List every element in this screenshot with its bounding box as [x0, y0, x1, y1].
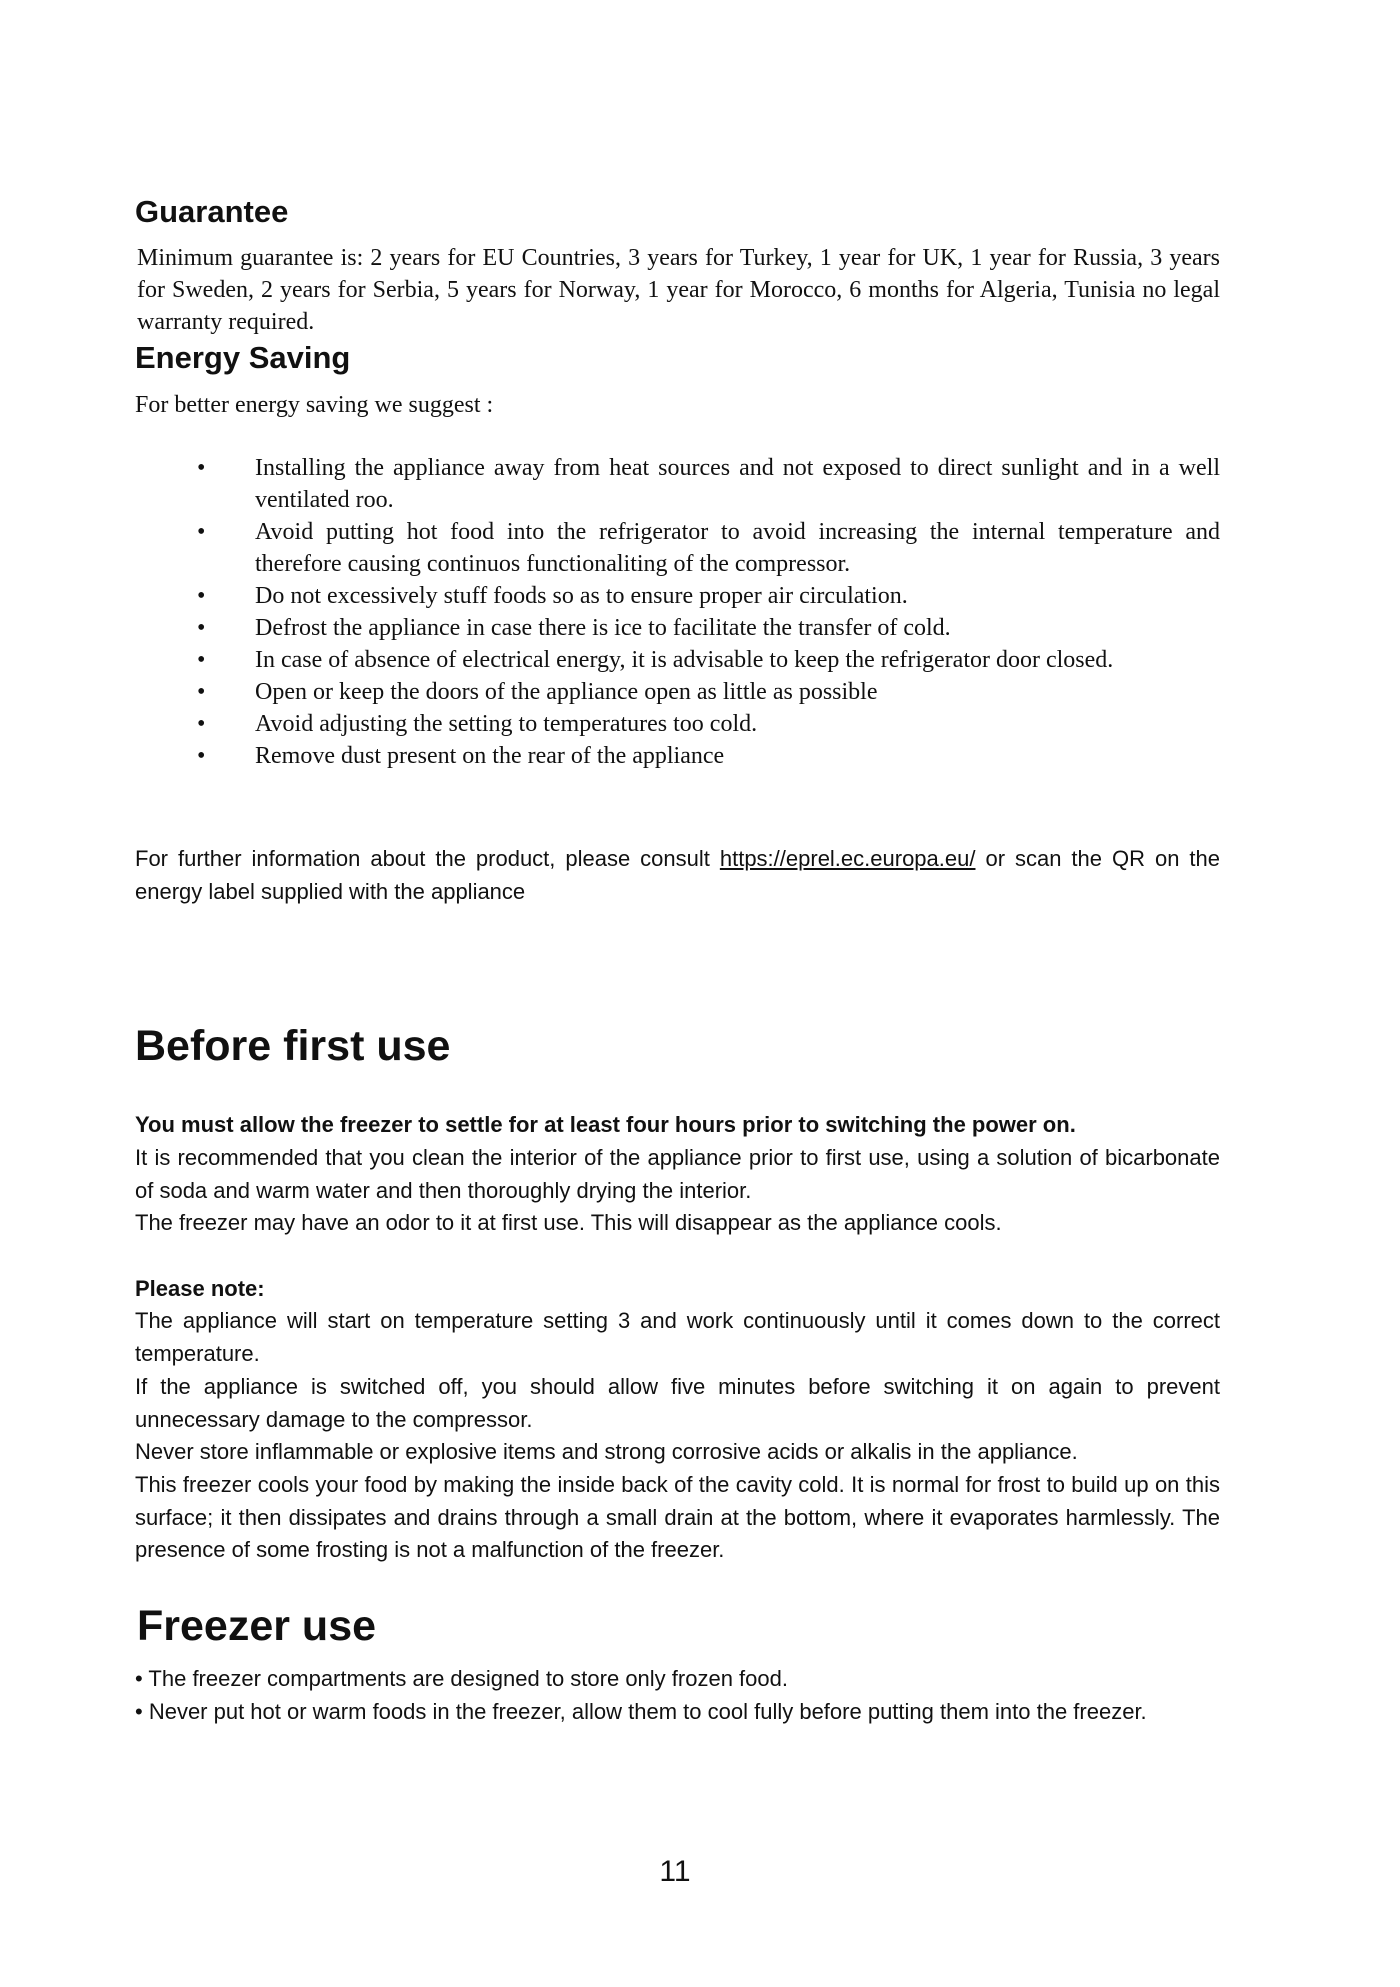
note-paragraph: This freezer cools your food by making the inside back of the cavity cold. It is normal for frost to build up on this surface; it then dissipates and drains through a small drain at the bottom, where it evaporates harmlessly. The presence of some frosting is not a malfunction of the freezer. [135, 1472, 1220, 1563]
list-item [135, 644, 1220, 676]
list-item-text: In case of absence of electrical energy, it is advisable to keep the refrigerator door closed. [255, 647, 1114, 673]
list-item [135, 740, 1220, 772]
freezer-use-item: • Never put hot or warm foods in the freezer, allow them to cool fully before putting them into the freezer. [135, 1699, 1147, 1724]
freezer-use-heading: Freezer use [137, 1602, 377, 1650]
note-paragraph: Never store inflammable or explosive items and strong corrosive acids or alkalis in the appliance. [135, 1439, 1078, 1464]
guarantee-text: Minimum guarantee is: 2 years for EU Countries, 3 years for Turkey, 1 year for UK, 1 year for Russia, 3 years for Sweden, 2 years for Serbia, 5 years for Norway, 1 year for Morocco, 6 months for Algeria, Tunisia no legal warranty required. [137, 245, 1220, 335]
eprel-link[interactable]: https://eprel.ec.europa.eu/ [719, 846, 976, 871]
list-item [135, 516, 1220, 580]
note-paragraph: If the appliance is switched off, you should allow five minutes before switching it on again to prevent unnecessary damage to the compressor. [135, 1374, 1220, 1432]
freezer-use-item: • The freezer compartments are designed to store only frozen food. [135, 1666, 788, 1691]
list-item-text: Remove dust present on the rear of the appliance [255, 743, 725, 769]
bullet-icon: • [197, 519, 206, 545]
list-item-text: Installing the appliance away from heat sources and not exposed to direct sunlight and in a well ventilated roo. [255, 455, 1220, 513]
guarantee-heading: Guarantee [135, 194, 289, 229]
list-item-text: Avoid putting hot food into the refrigerator to avoid increasing the internal temperature and therefore causing continuos functionaliting of the compressor. [255, 519, 1220, 577]
list-item [135, 580, 1220, 612]
bullet-icon: • [197, 679, 206, 705]
list-item [135, 676, 1220, 708]
bullet-icon: • [197, 647, 206, 673]
list-item [135, 452, 1220, 516]
list-item-text: Do not excessively stuff foods so as to ensure proper air circulation. [255, 583, 908, 609]
bullet-icon: • [197, 583, 206, 609]
before-first-use-heading: Before first use [135, 1022, 451, 1070]
list-item [135, 612, 1220, 644]
bullet-icon: • [197, 615, 206, 641]
energy-saving-list [135, 452, 1220, 772]
bullet-icon: • [197, 455, 206, 481]
list-item-text: Open or keep the doors of the appliance open as little as possible [255, 679, 878, 705]
cleaning-paragraph: It is recommended that you clean the interior of the appliance prior to first use, using a solution of bicarbonate of soda and warm water and then thoroughly drying the interior. [135, 1145, 1220, 1203]
further-info-before: For further information about the product, please consult [135, 846, 720, 871]
list-item-text: Avoid adjusting the setting to temperatures too cold. [255, 711, 758, 737]
odor-paragraph: The freezer may have an odor to it at first use. This will disappear as the appliance cools. [135, 1210, 1002, 1235]
further-info-after: or scan the QR on the energy label supplied with the appliance [135, 846, 1220, 904]
energy-saving-intro: For better energy saving we suggest : [135, 392, 494, 418]
settle-warning: You must allow the freezer to settle for at least four hours prior to switching the power on. [135, 1112, 1076, 1137]
page-number: 11 [659, 1855, 691, 1888]
bullet-icon: • [197, 711, 206, 737]
further-info-text [135, 843, 1220, 908]
energy-saving-heading: Energy Saving [135, 340, 351, 375]
bullet-icon: • [197, 743, 206, 769]
please-note-heading: Please note: [135, 1276, 265, 1301]
list-item-text: Defrost the appliance in case there is ice to facilitate the transfer of cold. [255, 615, 951, 641]
note-paragraph: The appliance will start on temperature setting 3 and work continuously until it comes down to the correct temperature. [135, 1308, 1220, 1366]
list-item [135, 708, 1220, 740]
